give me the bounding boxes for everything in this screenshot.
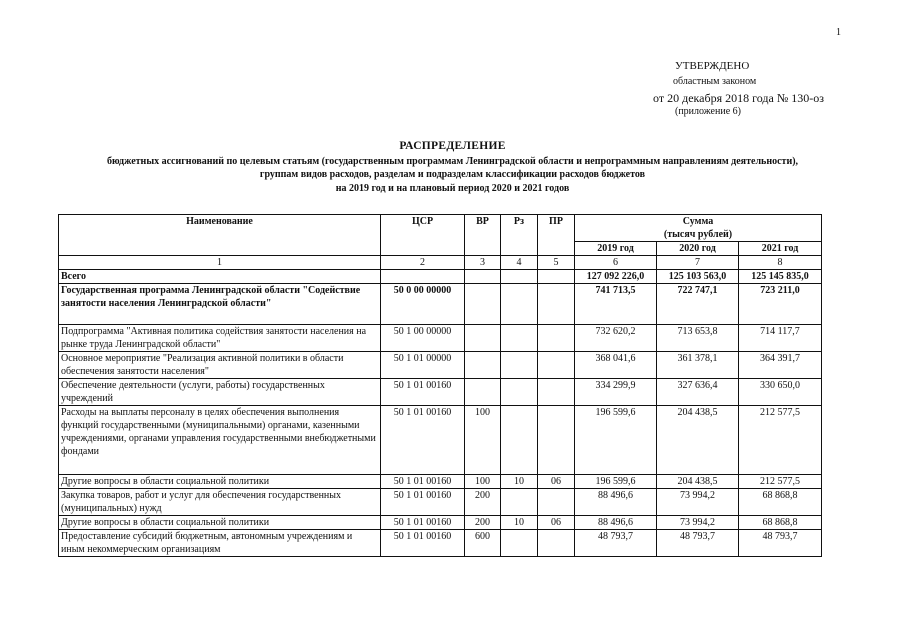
csr-cell: 50 1 01 00160 — [381, 406, 465, 475]
pr-cell: 06 — [538, 475, 575, 489]
value-2019-cell: 334 299,9 — [575, 379, 657, 406]
pr-cell — [538, 325, 575, 352]
document-subtitle-line-1: бюджетных ассигнований по целевым статьям (государственным программам Ленинградской области и непрограммным направлениям деятельности), — [106, 156, 799, 167]
vr-cell: 200 — [465, 489, 501, 516]
document-subtitle-line-2: группам видов расходов, разделам и подразделам классификации расходов бюджетов — [259, 169, 646, 180]
value-2019-cell: 196 599,6 — [575, 406, 657, 475]
header-sum-label: Сумма — [682, 216, 714, 227]
rz-cell — [501, 379, 538, 406]
column-number: 4 — [501, 256, 538, 270]
value-2020-cell: 204 438,5 — [657, 406, 739, 475]
column-number: 8 — [739, 256, 822, 270]
csr-cell: 50 1 01 00000 — [381, 352, 465, 379]
value-2020-cell: 327 636,4 — [657, 379, 739, 406]
header-vr: ВР — [465, 215, 501, 256]
pr-cell — [538, 489, 575, 516]
value-2021-cell: 68 868,8 — [739, 489, 822, 516]
csr-cell: 50 1 01 00160 — [381, 530, 465, 557]
value-2020-cell: 713 653,8 — [657, 325, 739, 352]
value-2019-cell: 88 496,6 — [575, 489, 657, 516]
rz-cell — [501, 270, 538, 284]
pr-cell — [538, 270, 575, 284]
pr-cell — [538, 530, 575, 557]
table-row — [59, 530, 822, 557]
csr-cell — [381, 270, 465, 284]
value-2021-cell: 364 391,7 — [739, 352, 822, 379]
table-row — [59, 406, 822, 475]
approval-line-date: от 20 декабря 2018 года № 130-оз — [653, 91, 825, 105]
value-2020-cell: 204 438,5 — [657, 475, 739, 489]
rz-cell — [501, 406, 538, 475]
value-2021-cell: 48 793,7 — [739, 530, 822, 557]
budget-table — [58, 214, 822, 557]
value-2020-cell: 361 378,1 — [657, 352, 739, 379]
table-row — [59, 270, 822, 284]
pr-cell — [538, 379, 575, 406]
column-number: 2 — [381, 256, 465, 270]
approval-line-law: областным законом — [673, 76, 757, 87]
table-row — [59, 379, 822, 406]
name-cell: Основное мероприятие "Реализация активной политики в области обеспечения занятости населения" — [59, 352, 381, 379]
table-row — [59, 516, 822, 530]
vr-cell — [465, 352, 501, 379]
vr-cell — [465, 284, 501, 325]
csr-cell: 50 1 01 00160 — [381, 516, 465, 530]
value-2021-cell: 330 650,0 — [739, 379, 822, 406]
column-number: 7 — [657, 256, 739, 270]
value-2019-cell: 368 041,6 — [575, 352, 657, 379]
column-number: 3 — [465, 256, 501, 270]
header-name: Наименование — [59, 215, 381, 256]
rz-cell — [501, 352, 538, 379]
name-cell: Всего — [59, 270, 381, 284]
name-cell: Расходы на выплаты персоналу в целях обеспечения выполнения функций государственными (муниципальными) органами, казенными учреждениями, органами управления государственными внебюджетными фондами — [59, 406, 381, 475]
rz-cell — [501, 284, 538, 325]
vr-cell — [465, 325, 501, 352]
value-2021-cell: 68 868,8 — [739, 516, 822, 530]
vr-cell: 200 — [465, 516, 501, 530]
table-row — [59, 489, 822, 516]
header-sum-unit: (тысяч рублей) — [663, 229, 733, 240]
value-2020-cell: 73 994,2 — [657, 489, 739, 516]
name-cell: Другие вопросы в области социальной политики — [59, 475, 381, 489]
name-cell: Закупка товаров, работ и услуг для обеспечения государственных (муниципальных) нужд — [59, 489, 381, 516]
value-2019-cell: 732 620,2 — [575, 325, 657, 352]
vr-cell — [465, 379, 501, 406]
header-year-2021: 2021 год — [739, 242, 822, 256]
document-title: РАСПРЕДЕЛЕНИЕ — [399, 140, 506, 152]
column-number: 1 — [59, 256, 381, 270]
value-2021-cell: 212 577,5 — [739, 406, 822, 475]
value-2020-cell: 722 747,1 — [657, 284, 739, 325]
value-2021-cell: 212 577,5 — [739, 475, 822, 489]
header-rz: Рз — [501, 215, 538, 256]
column-number: 5 — [538, 256, 575, 270]
name-cell: Предоставление субсидий бюджетным, автономным учреждениям и иным некоммерческим организациям — [59, 530, 381, 557]
page-number: 1 — [836, 27, 841, 38]
pr-cell — [538, 352, 575, 379]
value-2019-cell: 196 599,6 — [575, 475, 657, 489]
header-csr: ЦСР — [381, 215, 465, 256]
header-year-2019: 2019 год — [575, 242, 657, 256]
header-pr: ПР — [538, 215, 575, 256]
value-2019-cell: 48 793,7 — [575, 530, 657, 557]
document-subtitle-line-3: на 2019 год и на плановый период 2020 и 2021 годов — [335, 183, 570, 194]
csr-cell: 50 1 01 00160 — [381, 475, 465, 489]
header-sum — [575, 215, 822, 242]
name-cell: Государственная программа Ленинградской области "Содействие занятости населения Ленинградской области" — [59, 284, 381, 325]
csr-cell: 50 1 01 00160 — [381, 379, 465, 406]
table-row — [59, 284, 822, 325]
vr-cell: 100 — [465, 475, 501, 489]
name-cell: Обеспечение деятельности (услуги, работы) государственных учреждений — [59, 379, 381, 406]
value-2021-cell: 125 145 835,0 — [739, 270, 822, 284]
csr-cell: 50 1 01 00160 — [381, 489, 465, 516]
column-number: 6 — [575, 256, 657, 270]
name-cell: Подпрограмма "Активная политика содействия занятости населения на рынке труда Ленинградской области" — [59, 325, 381, 352]
csr-cell: 50 1 00 00000 — [381, 325, 465, 352]
value-2020-cell: 125 103 563,0 — [657, 270, 739, 284]
approval-line-appendix: (приложение 6) — [675, 106, 741, 117]
table-body — [59, 270, 822, 557]
pr-cell: 06 — [538, 516, 575, 530]
pr-cell — [538, 406, 575, 475]
table-row — [59, 325, 822, 352]
rz-cell — [501, 530, 538, 557]
rz-cell: 10 — [501, 516, 538, 530]
value-2021-cell: 714 117,7 — [739, 325, 822, 352]
table-row — [59, 475, 822, 489]
value-2020-cell: 73 994,2 — [657, 516, 739, 530]
rz-cell: 10 — [501, 475, 538, 489]
rz-cell — [501, 325, 538, 352]
approval-line-approved: УТВЕРЖДЕНО — [675, 60, 750, 72]
rz-cell — [501, 489, 538, 516]
value-2019-cell: 88 496,6 — [575, 516, 657, 530]
value-2019-cell: 127 092 226,0 — [575, 270, 657, 284]
name-cell: Другие вопросы в области социальной политики — [59, 516, 381, 530]
vr-cell: 600 — [465, 530, 501, 557]
value-2020-cell: 48 793,7 — [657, 530, 739, 557]
pr-cell — [538, 284, 575, 325]
csr-cell: 50 0 00 00000 — [381, 284, 465, 325]
value-2019-cell: 741 713,5 — [575, 284, 657, 325]
value-2021-cell: 723 211,0 — [739, 284, 822, 325]
vr-cell: 100 — [465, 406, 501, 475]
vr-cell — [465, 270, 501, 284]
header-year-2020: 2020 год — [657, 242, 739, 256]
table-row — [59, 352, 822, 379]
